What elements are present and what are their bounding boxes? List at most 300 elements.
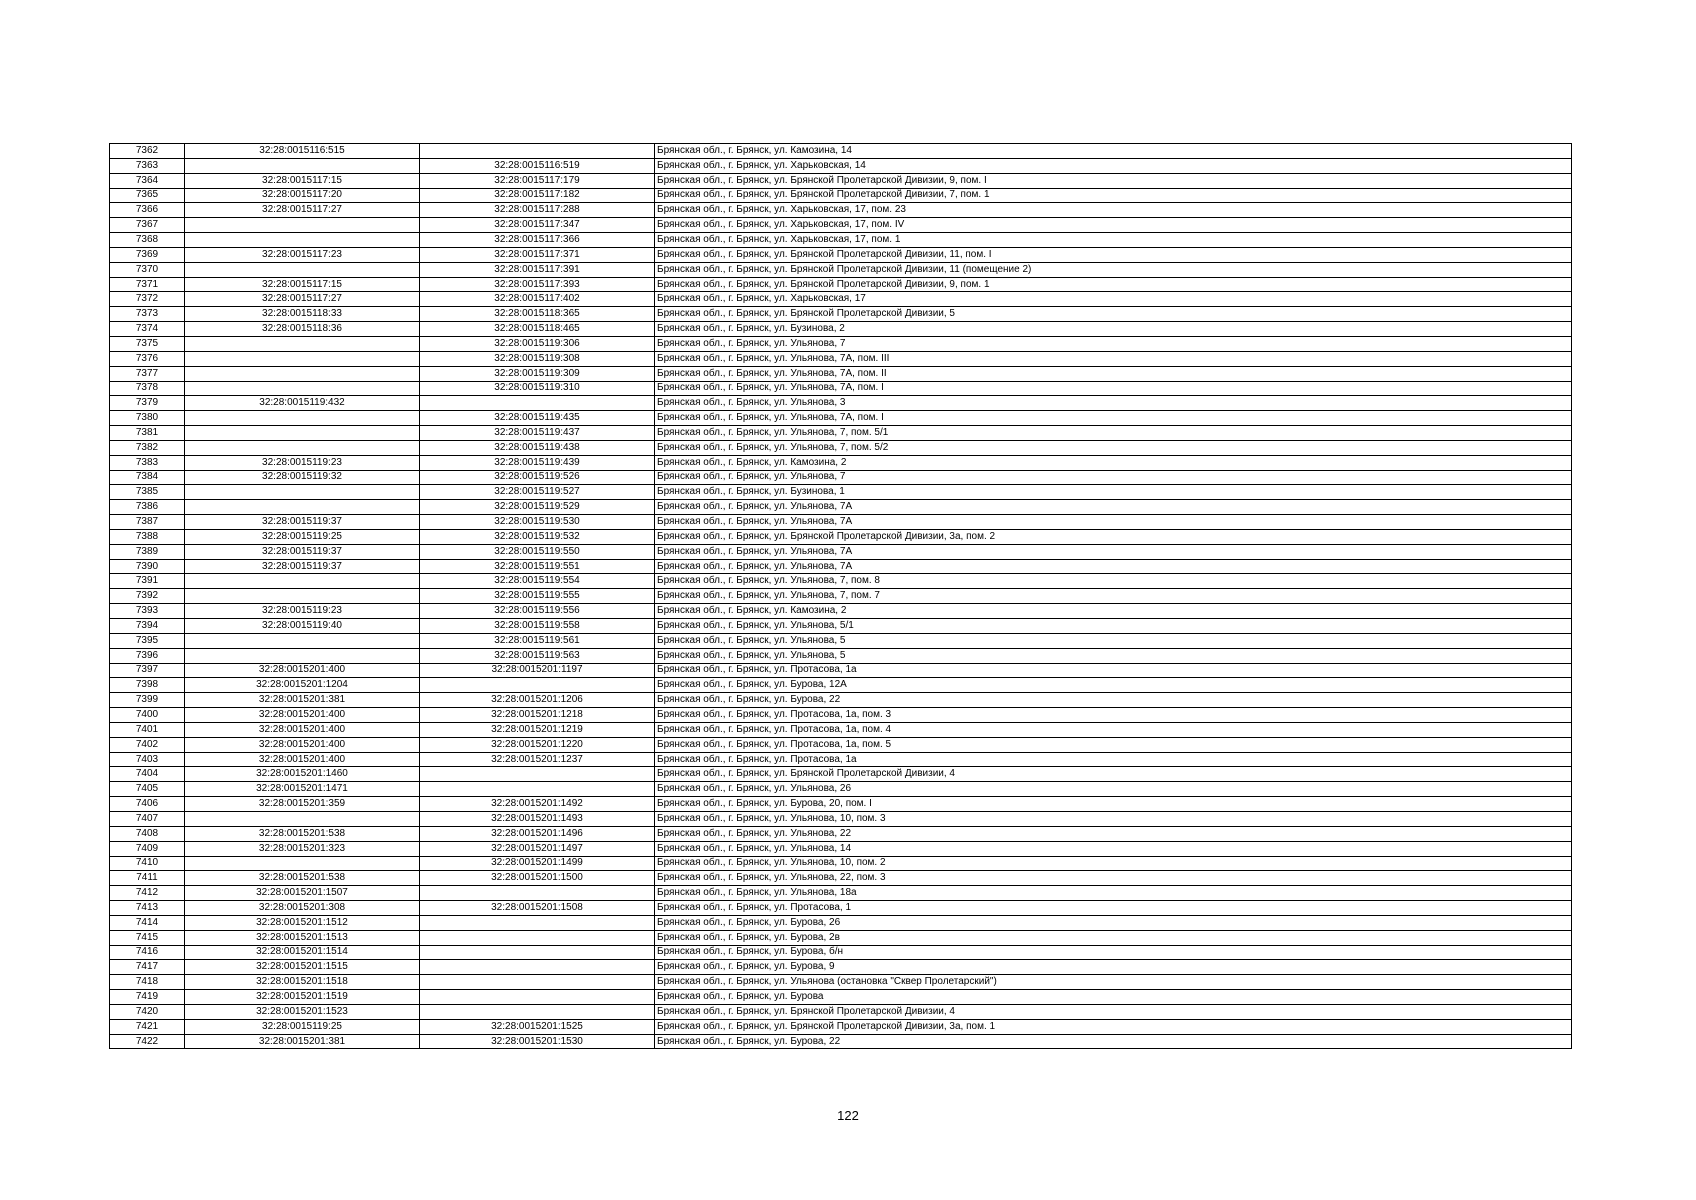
row-number-cell: 7380 bbox=[110, 411, 185, 426]
object-cadastral-cell: 32:28:0015201:1500 bbox=[420, 871, 655, 886]
parent-cadastral-cell bbox=[185, 574, 420, 589]
table-row bbox=[110, 515, 1572, 530]
parent-cadastral-cell: 32:28:0015117:15 bbox=[185, 277, 420, 292]
row-number-cell: 7407 bbox=[110, 811, 185, 826]
row-number-cell: 7377 bbox=[110, 366, 185, 381]
address-cell: Брянская обл., г. Брянск, ул. Ульянова, 7А, пом. II bbox=[655, 366, 1572, 381]
table-row bbox=[110, 277, 1572, 292]
address-cell: Брянская обл., г. Брянск, ул. Ульянова, 7А bbox=[655, 559, 1572, 574]
object-cadastral-cell: 32:28:0015119:310 bbox=[420, 381, 655, 396]
table-row bbox=[110, 767, 1572, 782]
table-row bbox=[110, 322, 1572, 337]
parent-cadastral-cell: 32:28:0015119:23 bbox=[185, 455, 420, 470]
object-cadastral-cell bbox=[420, 144, 655, 159]
table-row bbox=[110, 529, 1572, 544]
object-cadastral-cell: 32:28:0015119:554 bbox=[420, 574, 655, 589]
row-number-cell: 7399 bbox=[110, 693, 185, 708]
object-cadastral-cell: 32:28:0015201:1525 bbox=[420, 1019, 655, 1034]
table-row bbox=[110, 886, 1572, 901]
row-number-cell: 7376 bbox=[110, 351, 185, 366]
object-cadastral-cell: 32:28:0015201:1197 bbox=[420, 663, 655, 678]
address-cell: Брянская обл., г. Брянск, ул. Брянской Пролетарской Дивизии, 4 bbox=[655, 767, 1572, 782]
row-number-cell: 7375 bbox=[110, 336, 185, 351]
row-number-cell: 7411 bbox=[110, 871, 185, 886]
row-number-cell: 7406 bbox=[110, 797, 185, 812]
page-number: 122 bbox=[837, 1108, 859, 1123]
object-cadastral-cell bbox=[420, 767, 655, 782]
address-cell: Брянская обл., г. Брянск, ул. Ульянова, 7А bbox=[655, 544, 1572, 559]
object-cadastral-cell: 32:28:0015116:519 bbox=[420, 158, 655, 173]
row-number-cell: 7366 bbox=[110, 203, 185, 218]
row-number-cell: 7405 bbox=[110, 782, 185, 797]
row-number-cell: 7389 bbox=[110, 544, 185, 559]
table-row bbox=[110, 871, 1572, 886]
object-cadastral-cell: 32:28:0015119:555 bbox=[420, 589, 655, 604]
parent-cadastral-cell: 32:28:0015119:37 bbox=[185, 559, 420, 574]
row-number-cell: 7384 bbox=[110, 470, 185, 485]
address-cell: Брянская обл., г. Брянск, ул. Брянской Пролетарской Дивизии, 9, пом. 1 bbox=[655, 277, 1572, 292]
row-number-cell: 7409 bbox=[110, 841, 185, 856]
object-cadastral-cell: 32:28:0015118:365 bbox=[420, 307, 655, 322]
object-cadastral-cell: 32:28:0015119:558 bbox=[420, 619, 655, 634]
object-cadastral-cell: 32:28:0015119:563 bbox=[420, 648, 655, 663]
parent-cadastral-cell: 32:28:0015201:538 bbox=[185, 871, 420, 886]
address-cell: Брянская обл., г. Брянск, ул. Протасова, 1а bbox=[655, 752, 1572, 767]
address-cell: Брянская обл., г. Брянск, ул. Ульянова, 7А, пом. I bbox=[655, 411, 1572, 426]
row-number-cell: 7371 bbox=[110, 277, 185, 292]
object-cadastral-cell: 32:28:0015119:308 bbox=[420, 351, 655, 366]
parent-cadastral-cell: 32:28:0015117:20 bbox=[185, 188, 420, 203]
parent-cadastral-cell: 32:28:0015119:40 bbox=[185, 619, 420, 634]
object-cadastral-cell bbox=[420, 396, 655, 411]
parent-cadastral-cell: 32:28:0015201:538 bbox=[185, 826, 420, 841]
address-cell: Брянская обл., г. Брянск, ул. Ульянова, 7А, пом. III bbox=[655, 351, 1572, 366]
row-number-cell: 7404 bbox=[110, 767, 185, 782]
row-number-cell: 7382 bbox=[110, 440, 185, 455]
registry-sheet bbox=[109, 143, 1571, 1049]
object-cadastral-cell: 32:28:0015119:530 bbox=[420, 515, 655, 530]
row-number-cell: 7368 bbox=[110, 233, 185, 248]
row-number-cell: 7379 bbox=[110, 396, 185, 411]
parent-cadastral-cell: 32:28:0015201:1513 bbox=[185, 930, 420, 945]
parent-cadastral-cell bbox=[185, 500, 420, 515]
address-cell: Брянская обл., г. Брянск, ул. Ульянова, 7А bbox=[655, 500, 1572, 515]
parent-cadastral-cell bbox=[185, 262, 420, 277]
table-row bbox=[110, 144, 1572, 159]
object-cadastral-cell: 32:28:0015201:1496 bbox=[420, 826, 655, 841]
object-cadastral-cell: 32:28:0015201:1508 bbox=[420, 901, 655, 916]
row-number-cell: 7364 bbox=[110, 173, 185, 188]
parent-cadastral-cell: 32:28:0015119:32 bbox=[185, 470, 420, 485]
object-cadastral-cell: 32:28:0015117:179 bbox=[420, 173, 655, 188]
object-cadastral-cell bbox=[420, 915, 655, 930]
parent-cadastral-cell: 32:28:0015201:1519 bbox=[185, 990, 420, 1005]
object-cadastral-cell: 32:28:0015119:550 bbox=[420, 544, 655, 559]
address-cell: Брянская обл., г. Брянск, ул. Ульянова, 5 bbox=[655, 648, 1572, 663]
object-cadastral-cell: 32:28:0015201:1206 bbox=[420, 693, 655, 708]
object-cadastral-cell: 32:28:0015119:532 bbox=[420, 529, 655, 544]
parent-cadastral-cell bbox=[185, 485, 420, 500]
parent-cadastral-cell: 32:28:0015119:25 bbox=[185, 529, 420, 544]
table-row bbox=[110, 737, 1572, 752]
table-row bbox=[110, 633, 1572, 648]
address-cell: Брянская обл., г. Брянск, ул. Брянской Пролетарской Дивизии, 11, пом. I bbox=[655, 247, 1572, 262]
row-number-cell: 7383 bbox=[110, 455, 185, 470]
object-cadastral-cell: 32:28:0015119:309 bbox=[420, 366, 655, 381]
table-row bbox=[110, 930, 1572, 945]
object-cadastral-cell bbox=[420, 975, 655, 990]
object-cadastral-cell bbox=[420, 945, 655, 960]
address-cell: Брянская обл., г. Брянск, ул. Протасова, 1а, пом. 5 bbox=[655, 737, 1572, 752]
parent-cadastral-cell bbox=[185, 336, 420, 351]
table-row bbox=[110, 455, 1572, 470]
parent-cadastral-cell: 32:28:0015119:25 bbox=[185, 1019, 420, 1034]
object-cadastral-cell: 32:28:0015117:347 bbox=[420, 218, 655, 233]
parent-cadastral-cell: 32:28:0015201:400 bbox=[185, 752, 420, 767]
object-cadastral-cell: 32:28:0015119:527 bbox=[420, 485, 655, 500]
parent-cadastral-cell bbox=[185, 633, 420, 648]
object-cadastral-cell: 32:28:0015117:391 bbox=[420, 262, 655, 277]
table-row bbox=[110, 559, 1572, 574]
object-cadastral-cell: 32:28:0015201:1219 bbox=[420, 722, 655, 737]
table-row bbox=[110, 426, 1572, 441]
parent-cadastral-cell bbox=[185, 158, 420, 173]
row-number-cell: 7397 bbox=[110, 663, 185, 678]
address-cell: Брянская обл., г. Брянск, ул. Ульянова, 7 bbox=[655, 336, 1572, 351]
parent-cadastral-cell: 32:28:0015118:36 bbox=[185, 322, 420, 337]
parent-cadastral-cell: 32:28:0015119:23 bbox=[185, 604, 420, 619]
object-cadastral-cell: 32:28:0015119:561 bbox=[420, 633, 655, 648]
address-cell: Брянская обл., г. Брянск, ул. Брянской Пролетарской Дивизии, 7, пом. 1 bbox=[655, 188, 1572, 203]
parent-cadastral-cell: 32:28:0015201:1204 bbox=[185, 678, 420, 693]
address-cell: Брянская обл., г. Брянск, ул. Бурова, 22 bbox=[655, 693, 1572, 708]
table-row bbox=[110, 262, 1572, 277]
address-cell: Брянская обл., г. Брянск, ул. Камозина, 2 bbox=[655, 455, 1572, 470]
table-row bbox=[110, 544, 1572, 559]
table-row bbox=[110, 589, 1572, 604]
row-number-cell: 7378 bbox=[110, 381, 185, 396]
table-row bbox=[110, 218, 1572, 233]
registry-table-body bbox=[110, 144, 1572, 1049]
row-number-cell: 7362 bbox=[110, 144, 185, 159]
table-row bbox=[110, 782, 1572, 797]
parent-cadastral-cell: 32:28:0015117:15 bbox=[185, 173, 420, 188]
address-cell: Брянская обл., г. Брянск, ул. Бурова, 2в bbox=[655, 930, 1572, 945]
address-cell: Брянская обл., г. Брянск, ул. Ульянова, 5 bbox=[655, 633, 1572, 648]
address-cell: Брянская обл., г. Брянск, ул. Камозина, 2 bbox=[655, 604, 1572, 619]
table-row bbox=[110, 990, 1572, 1005]
parent-cadastral-cell: 32:28:0015201:400 bbox=[185, 737, 420, 752]
parent-cadastral-cell: 32:28:0015201:308 bbox=[185, 901, 420, 916]
object-cadastral-cell: 32:28:0015118:465 bbox=[420, 322, 655, 337]
table-row bbox=[110, 485, 1572, 500]
table-row bbox=[110, 975, 1572, 990]
object-cadastral-cell: 32:28:0015201:1497 bbox=[420, 841, 655, 856]
table-row bbox=[110, 247, 1572, 262]
parent-cadastral-cell: 32:28:0015119:432 bbox=[185, 396, 420, 411]
object-cadastral-cell: 32:28:0015201:1530 bbox=[420, 1034, 655, 1049]
row-number-cell: 7394 bbox=[110, 619, 185, 634]
object-cadastral-cell bbox=[420, 990, 655, 1005]
address-cell: Брянская обл., г. Брянск, ул. Бурова, 12А bbox=[655, 678, 1572, 693]
address-cell: Брянская обл., г. Брянск, ул. Протасова, 1а, пом. 4 bbox=[655, 722, 1572, 737]
parent-cadastral-cell: 32:28:0015118:33 bbox=[185, 307, 420, 322]
row-number-cell: 7421 bbox=[110, 1019, 185, 1034]
table-row bbox=[110, 1004, 1572, 1019]
table-row bbox=[110, 336, 1572, 351]
object-cadastral-cell bbox=[420, 886, 655, 901]
address-cell: Брянская обл., г. Брянск, ул. Брянской Пролетарской Дивизии, 3а, пом. 1 bbox=[655, 1019, 1572, 1034]
table-row bbox=[110, 1019, 1572, 1034]
parent-cadastral-cell: 32:28:0015117:23 bbox=[185, 247, 420, 262]
address-cell: Брянская обл., г. Брянск, ул. Брянской Пролетарской Дивизии, 11 (помещение 2) bbox=[655, 262, 1572, 277]
row-number-cell: 7393 bbox=[110, 604, 185, 619]
row-number-cell: 7367 bbox=[110, 218, 185, 233]
parent-cadastral-cell: 32:28:0015201:381 bbox=[185, 693, 420, 708]
row-number-cell: 7412 bbox=[110, 886, 185, 901]
address-cell: Брянская обл., г. Брянск, ул. Ульянова, 7А, пом. I bbox=[655, 381, 1572, 396]
address-cell: Брянская обл., г. Брянск, ул. Ульянова, 5/1 bbox=[655, 619, 1572, 634]
parent-cadastral-cell: 32:28:0015119:37 bbox=[185, 544, 420, 559]
object-cadastral-cell: 32:28:0015117:288 bbox=[420, 203, 655, 218]
table-row bbox=[110, 693, 1572, 708]
address-cell: Брянская обл., г. Брянск, ул. Протасова, 1а bbox=[655, 663, 1572, 678]
address-cell: Брянская обл., г. Брянск, ул. Бузинова, 2 bbox=[655, 322, 1572, 337]
table-row bbox=[110, 366, 1572, 381]
table-row bbox=[110, 708, 1572, 723]
row-number-cell: 7381 bbox=[110, 426, 185, 441]
row-number-cell: 7401 bbox=[110, 722, 185, 737]
object-cadastral-cell bbox=[420, 678, 655, 693]
table-row bbox=[110, 411, 1572, 426]
parent-cadastral-cell bbox=[185, 648, 420, 663]
row-number-cell: 7369 bbox=[110, 247, 185, 262]
object-cadastral-cell: 32:28:0015119:437 bbox=[420, 426, 655, 441]
address-cell: Брянская обл., г. Брянск, ул. Ульянова, 22, пом. 3 bbox=[655, 871, 1572, 886]
parent-cadastral-cell bbox=[185, 381, 420, 396]
row-number-cell: 7410 bbox=[110, 856, 185, 871]
object-cadastral-cell: 32:28:0015119:556 bbox=[420, 604, 655, 619]
parent-cadastral-cell: 32:28:0015201:400 bbox=[185, 663, 420, 678]
table-row bbox=[110, 826, 1572, 841]
row-number-cell: 7388 bbox=[110, 529, 185, 544]
address-cell: Брянская обл., г. Брянск, ул. Харьковская, 17, пом. 23 bbox=[655, 203, 1572, 218]
row-number-cell: 7408 bbox=[110, 826, 185, 841]
row-number-cell: 7400 bbox=[110, 708, 185, 723]
row-number-cell: 7398 bbox=[110, 678, 185, 693]
address-cell: Брянская обл., г. Брянск, ул. Ульянова (остановка "Сквер Пролетарский") bbox=[655, 975, 1572, 990]
object-cadastral-cell: 32:28:0015201:1237 bbox=[420, 752, 655, 767]
parent-cadastral-cell: 32:28:0015201:1460 bbox=[185, 767, 420, 782]
parent-cadastral-cell: 32:28:0015117:27 bbox=[185, 203, 420, 218]
row-number-cell: 7363 bbox=[110, 158, 185, 173]
row-number-cell: 7392 bbox=[110, 589, 185, 604]
row-number-cell: 7387 bbox=[110, 515, 185, 530]
address-cell: Брянская обл., г. Брянск, ул. Протасова, 1 bbox=[655, 901, 1572, 916]
object-cadastral-cell bbox=[420, 782, 655, 797]
object-cadastral-cell: 32:28:0015201:1220 bbox=[420, 737, 655, 752]
table-row bbox=[110, 233, 1572, 248]
address-cell: Брянская обл., г. Брянск, ул. Харьковская, 17, пом. IV bbox=[655, 218, 1572, 233]
table-row bbox=[110, 470, 1572, 485]
row-number-cell: 7372 bbox=[110, 292, 185, 307]
address-cell: Брянская обл., г. Брянск, ул. Харьковская, 17, пом. 1 bbox=[655, 233, 1572, 248]
table-row bbox=[110, 381, 1572, 396]
row-number-cell: 7391 bbox=[110, 574, 185, 589]
address-cell: Брянская обл., г. Брянск, ул. Ульянова, 7 bbox=[655, 470, 1572, 485]
object-cadastral-cell: 32:28:0015117:371 bbox=[420, 247, 655, 262]
row-number-cell: 7419 bbox=[110, 990, 185, 1005]
parent-cadastral-cell bbox=[185, 233, 420, 248]
table-row bbox=[110, 440, 1572, 455]
address-cell: Брянская обл., г. Брянск, ул. Камозина, 14 bbox=[655, 144, 1572, 159]
object-cadastral-cell: 32:28:0015119:306 bbox=[420, 336, 655, 351]
row-number-cell: 7414 bbox=[110, 915, 185, 930]
table-row bbox=[110, 841, 1572, 856]
object-cadastral-cell: 32:28:0015117:366 bbox=[420, 233, 655, 248]
row-number-cell: 7373 bbox=[110, 307, 185, 322]
address-cell: Брянская обл., г. Брянск, ул. Ульянова, 26 bbox=[655, 782, 1572, 797]
row-number-cell: 7365 bbox=[110, 188, 185, 203]
address-cell: Брянская обл., г. Брянск, ул. Бурова, 26 bbox=[655, 915, 1572, 930]
address-cell: Брянская обл., г. Брянск, ул. Ульянова, 10, пом. 2 bbox=[655, 856, 1572, 871]
table-row bbox=[110, 648, 1572, 663]
parent-cadastral-cell bbox=[185, 366, 420, 381]
parent-cadastral-cell bbox=[185, 351, 420, 366]
parent-cadastral-cell bbox=[185, 411, 420, 426]
object-cadastral-cell: 32:28:0015119:439 bbox=[420, 455, 655, 470]
row-number-cell: 7385 bbox=[110, 485, 185, 500]
object-cadastral-cell: 32:28:0015201:1493 bbox=[420, 811, 655, 826]
parent-cadastral-cell: 32:28:0015119:37 bbox=[185, 515, 420, 530]
parent-cadastral-cell bbox=[185, 426, 420, 441]
table-row bbox=[110, 173, 1572, 188]
parent-cadastral-cell: 32:28:0015201:1523 bbox=[185, 1004, 420, 1019]
table-row bbox=[110, 307, 1572, 322]
row-number-cell: 7390 bbox=[110, 559, 185, 574]
parent-cadastral-cell: 32:28:0015201:400 bbox=[185, 722, 420, 737]
parent-cadastral-cell: 32:28:0015201:1514 bbox=[185, 945, 420, 960]
parent-cadastral-cell: 32:28:0015116:515 bbox=[185, 144, 420, 159]
object-cadastral-cell: 32:28:0015119:529 bbox=[420, 500, 655, 515]
parent-cadastral-cell: 32:28:0015201:1518 bbox=[185, 975, 420, 990]
address-cell: Брянская обл., г. Брянск, ул. Ульянова, 14 bbox=[655, 841, 1572, 856]
table-row bbox=[110, 722, 1572, 737]
object-cadastral-cell: 32:28:0015201:1492 bbox=[420, 797, 655, 812]
address-cell: Брянская обл., г. Брянск, ул. Ульянова, 7, пом. 8 bbox=[655, 574, 1572, 589]
table-row bbox=[110, 752, 1572, 767]
address-cell: Брянская обл., г. Брянск, ул. Бурова, 22 bbox=[655, 1034, 1572, 1049]
address-cell: Брянская обл., г. Брянск, ул. Бурова, б/н bbox=[655, 945, 1572, 960]
table-row bbox=[110, 811, 1572, 826]
address-cell: Брянская обл., г. Брянск, ул. Ульянова, 7, пом. 5/2 bbox=[655, 440, 1572, 455]
object-cadastral-cell: 32:28:0015201:1499 bbox=[420, 856, 655, 871]
object-cadastral-cell: 32:28:0015119:526 bbox=[420, 470, 655, 485]
address-cell: Брянская обл., г. Брянск, ул. Харьковская, 14 bbox=[655, 158, 1572, 173]
object-cadastral-cell: 32:28:0015117:393 bbox=[420, 277, 655, 292]
parent-cadastral-cell: 32:28:0015201:1512 bbox=[185, 915, 420, 930]
row-number-cell: 7374 bbox=[110, 322, 185, 337]
table-row bbox=[110, 604, 1572, 619]
registry-table bbox=[109, 143, 1572, 1049]
address-cell: Брянская обл., г. Брянск, ул. Бурова bbox=[655, 990, 1572, 1005]
address-cell: Брянская обл., г. Брянск, ул. Брянской Пролетарской Дивизии, 9, пом. I bbox=[655, 173, 1572, 188]
address-cell: Брянская обл., г. Брянск, ул. Протасова, 1а, пом. 3 bbox=[655, 708, 1572, 723]
row-number-cell: 7395 bbox=[110, 633, 185, 648]
object-cadastral-cell: 32:28:0015117:402 bbox=[420, 292, 655, 307]
row-number-cell: 7386 bbox=[110, 500, 185, 515]
row-number-cell: 7417 bbox=[110, 960, 185, 975]
object-cadastral-cell: 32:28:0015119:435 bbox=[420, 411, 655, 426]
parent-cadastral-cell: 32:28:0015201:400 bbox=[185, 708, 420, 723]
row-number-cell: 7416 bbox=[110, 945, 185, 960]
table-row bbox=[110, 203, 1572, 218]
row-number-cell: 7415 bbox=[110, 930, 185, 945]
parent-cadastral-cell bbox=[185, 811, 420, 826]
parent-cadastral-cell: 32:28:0015201:323 bbox=[185, 841, 420, 856]
table-row bbox=[110, 351, 1572, 366]
table-row bbox=[110, 1034, 1572, 1049]
parent-cadastral-cell: 32:28:0015201:1515 bbox=[185, 960, 420, 975]
object-cadastral-cell bbox=[420, 930, 655, 945]
object-cadastral-cell bbox=[420, 1004, 655, 1019]
address-cell: Брянская обл., г. Брянск, ул. Брянской Пролетарской Дивизии, 3а, пом. 2 bbox=[655, 529, 1572, 544]
parent-cadastral-cell: 32:28:0015201:1507 bbox=[185, 886, 420, 901]
address-cell: Брянская обл., г. Брянск, ул. Бузинова, 1 bbox=[655, 485, 1572, 500]
address-cell: Брянская обл., г. Брянск, ул. Ульянова, 10, пом. 3 bbox=[655, 811, 1572, 826]
address-cell: Брянская обл., г. Брянск, ул. Бурова, 9 bbox=[655, 960, 1572, 975]
parent-cadastral-cell bbox=[185, 589, 420, 604]
table-row bbox=[110, 663, 1572, 678]
table-row bbox=[110, 901, 1572, 916]
object-cadastral-cell: 32:28:0015119:438 bbox=[420, 440, 655, 455]
row-number-cell: 7396 bbox=[110, 648, 185, 663]
table-row bbox=[110, 396, 1572, 411]
object-cadastral-cell bbox=[420, 960, 655, 975]
row-number-cell: 7402 bbox=[110, 737, 185, 752]
table-row bbox=[110, 856, 1572, 871]
table-row bbox=[110, 915, 1572, 930]
address-cell: Брянская обл., г. Брянск, ул. Харьковская, 17 bbox=[655, 292, 1572, 307]
object-cadastral-cell: 32:28:0015117:182 bbox=[420, 188, 655, 203]
address-cell: Брянская обл., г. Брянск, ул. Ульянова, 3 bbox=[655, 396, 1572, 411]
parent-cadastral-cell bbox=[185, 440, 420, 455]
address-cell: Брянская обл., г. Брянск, ул. Ульянова, 7, пом. 5/1 bbox=[655, 426, 1572, 441]
table-row bbox=[110, 188, 1572, 203]
address-cell: Брянская обл., г. Брянск, ул. Ульянова, 22 bbox=[655, 826, 1572, 841]
address-cell: Брянская обл., г. Брянск, ул. Брянской Пролетарской Дивизии, 4 bbox=[655, 1004, 1572, 1019]
parent-cadastral-cell: 32:28:0015201:359 bbox=[185, 797, 420, 812]
parent-cadastral-cell: 32:28:0015201:1471 bbox=[185, 782, 420, 797]
table-row bbox=[110, 292, 1572, 307]
parent-cadastral-cell bbox=[185, 218, 420, 233]
address-cell: Брянская обл., г. Брянск, ул. Ульянова, 7А bbox=[655, 515, 1572, 530]
table-row bbox=[110, 619, 1572, 634]
address-cell: Брянская обл., г. Брянск, ул. Бурова, 20, пом. I bbox=[655, 797, 1572, 812]
table-row bbox=[110, 158, 1572, 173]
address-cell: Брянская обл., г. Брянск, ул. Ульянова, 7, пом. 7 bbox=[655, 589, 1572, 604]
table-row bbox=[110, 797, 1572, 812]
row-number-cell: 7418 bbox=[110, 975, 185, 990]
object-cadastral-cell: 32:28:0015119:551 bbox=[420, 559, 655, 574]
address-cell: Брянская обл., г. Брянск, ул. Ульянова, 18а bbox=[655, 886, 1572, 901]
address-cell: Брянская обл., г. Брянск, ул. Брянской Пролетарской Дивизии, 5 bbox=[655, 307, 1572, 322]
row-number-cell: 7403 bbox=[110, 752, 185, 767]
object-cadastral-cell: 32:28:0015201:1218 bbox=[420, 708, 655, 723]
row-number-cell: 7413 bbox=[110, 901, 185, 916]
row-number-cell: 7420 bbox=[110, 1004, 185, 1019]
table-row bbox=[110, 678, 1572, 693]
